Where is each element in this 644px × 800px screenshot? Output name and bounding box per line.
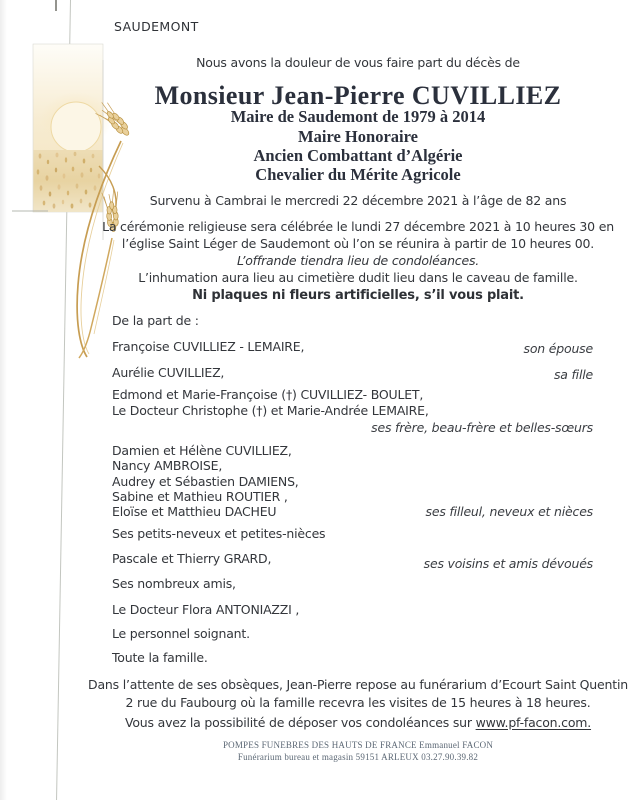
family-name: Eloïse et Matthieu DACHEU — [112, 504, 277, 520]
family-name: Damien et Hélène CUVILLIEZ, — [112, 443, 292, 458]
relation-label: ses frère, beau-frère et belles-sœurs — [371, 420, 593, 435]
family-name: Pascale et Thierry GRARD, — [112, 551, 272, 566]
family-name: Le Docteur Christophe (†) et Marie-Andrée LEMAIRE, — [112, 403, 429, 418]
family-name: Sabine et Mathieu ROUTIER , — [112, 488, 288, 504]
relation-label: ses voisins et amis dévoués — [423, 556, 593, 571]
family-name: Edmond et Marie-Françoise (†) CUVILLIEZ- BOULET, — [112, 387, 424, 402]
ceremony-line: l’église Saint Léger de Saudemont où l’on se réunira à partir de 10 heures 00. — [121, 236, 595, 251]
death-notice: Survenu à Cambrai le mercredi 22 décembre 2021 à l’âge de 82 ans — [149, 193, 567, 208]
wake-line: Dans l’attente de ses obsèques, Jean-Pierre repose au funérarium d’Ecourt Saint Quentin — [88, 677, 628, 692]
commune-label: SAUDEMONT — [114, 19, 199, 34]
deceased-title: Ancien Combattant d’Algérie — [253, 146, 463, 165]
deceased-title: Chevalier du Mérite Agricole — [255, 165, 461, 184]
ceremony-line: La cérémonie religieuse sera célébrée le lundi 27 décembre 2021 à 10 heures 30 en — [102, 219, 614, 234]
condolences-line — [72, 714, 644, 731]
intro-line: Nous avons la douleur de vous faire part du décès de — [196, 55, 520, 70]
family-name-group — [112, 443, 299, 519]
funeral-home-line: POMPES FUNEBRES DES HAUTS DE FRANCE Emmanuel FACON — [222, 740, 494, 750]
deceased-name: Monsieur Jean-Pierre CUVILLIEZ — [154, 81, 562, 110]
condolences-text: Vous avez la possibilité de déposer vos condoléances sur — [124, 715, 476, 730]
family-name-group — [112, 387, 429, 419]
family-name: Ses nombreux amis, — [112, 576, 236, 591]
family-name: Nancy AMBROISE, — [112, 458, 223, 474]
ceremony-block — [72, 218, 644, 286]
family-name: Aurélie CUVILLIEZ, — [112, 365, 225, 380]
family-name: Le Docteur Flora ANTONIAZZI , — [112, 602, 300, 617]
family-name: Françoise CUVILLIEZ - LEMAIRE, — [112, 339, 305, 354]
deceased-title: Maire Honoraire — [298, 127, 418, 146]
family-name: Ses petits-neveux et petites-nièces — [112, 526, 326, 541]
condolences-link[interactable]: www.pf-facon.com. — [475, 715, 592, 730]
flowers-notice: Ni plaques ni fleurs artificielles, s’il vous plait. — [192, 288, 524, 303]
funeral-home-line: Funérarium bureau et magasin 59151 ARLEUX 03.27.90.39.82 — [237, 752, 479, 762]
relation-label: ses filleul, neveux et nièces — [425, 504, 593, 519]
deceased-title: Maire de Saudemont de 1979 à 2014 — [230, 107, 486, 126]
wake-block — [72, 676, 644, 711]
relation-label: sa fille — [553, 367, 593, 382]
family-heading: De la part de : — [112, 313, 199, 328]
family-name: Audrey et Sébastien DAMIENS, — [112, 473, 299, 489]
burial-line: L’inhumation aura lieu au cimetière dudit lieu dans le caveau de famille. — [138, 270, 578, 285]
offering-line: L’offrande tiendra lieu de condoléances. — [236, 253, 480, 268]
family-name: Toute la famille. — [112, 650, 208, 665]
family-name: Le personnel soignant. — [112, 626, 250, 641]
relation-label: son épouse — [523, 341, 593, 356]
wake-line: 2 rue du Faubourg où la famille recevra les visites de 15 heures à 18 heures. — [125, 694, 591, 710]
